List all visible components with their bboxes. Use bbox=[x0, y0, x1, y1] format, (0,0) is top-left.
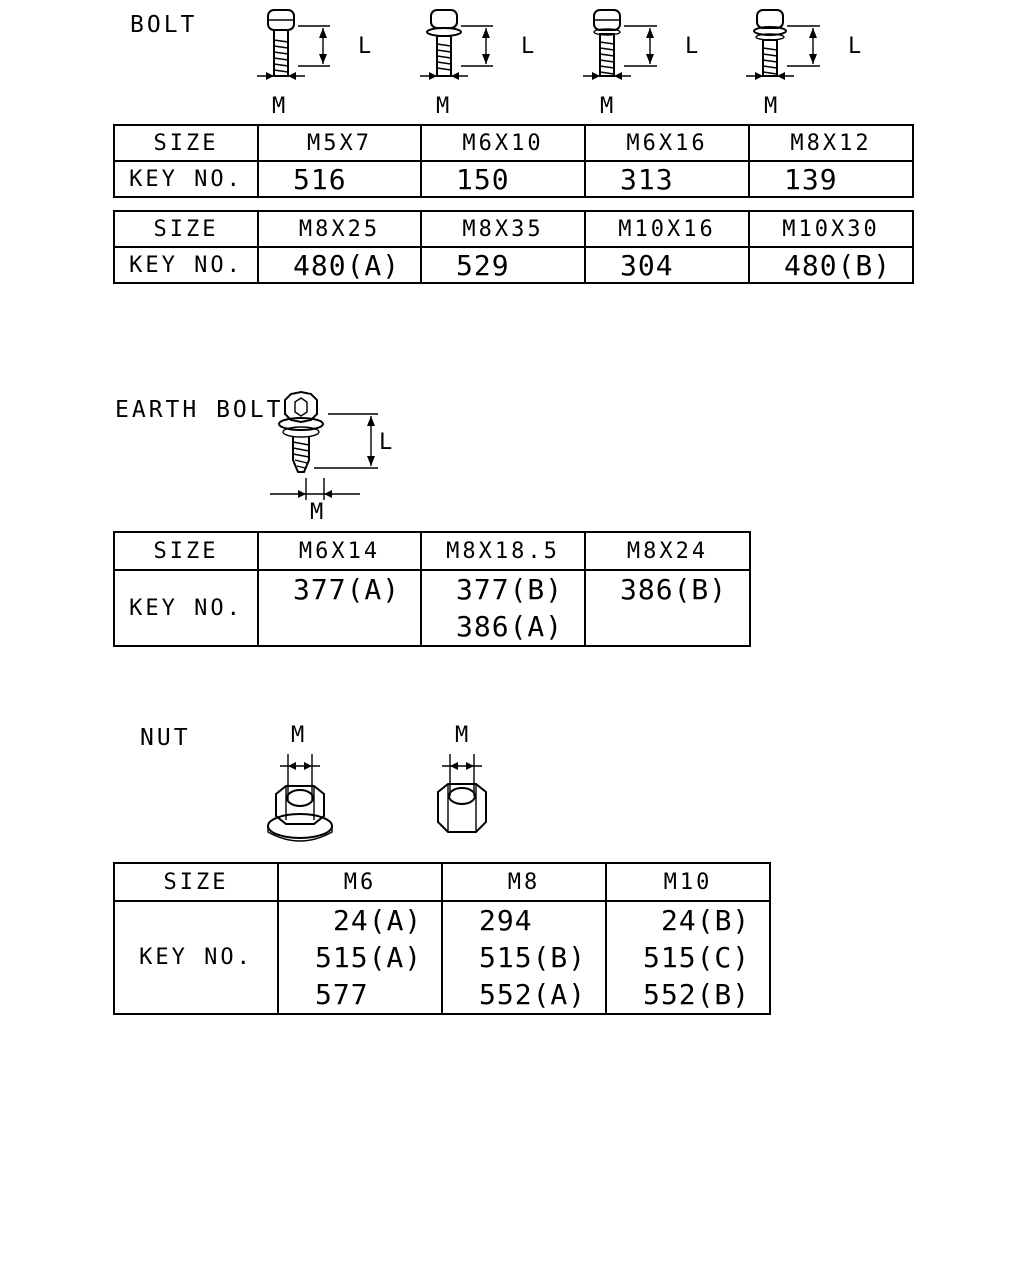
size-header: SIZE bbox=[114, 863, 278, 901]
key-no-cell: 304 bbox=[585, 247, 749, 283]
key-no-header: KEY NO. bbox=[114, 247, 258, 283]
key-no-cell bbox=[278, 901, 442, 1014]
bolt-size-table-1 bbox=[113, 124, 914, 198]
key-no-cell bbox=[258, 570, 421, 646]
key-no-cell bbox=[606, 901, 770, 1014]
hex-nut-drawing bbox=[428, 750, 508, 846]
nut-size-table bbox=[113, 862, 771, 1015]
size-cell: M10X16 bbox=[585, 211, 749, 247]
key-no-value: 386(B) bbox=[620, 573, 728, 606]
bolt-4-length-label: L bbox=[848, 34, 862, 59]
bolt-drawing-4 bbox=[745, 6, 865, 86]
bolt-drawing-1 bbox=[255, 6, 375, 86]
key-no-cell: 313 bbox=[585, 161, 749, 197]
key-no-cell bbox=[442, 901, 606, 1014]
size-cell: M8X12 bbox=[749, 125, 913, 161]
bolt-4-diameter-label: M bbox=[764, 94, 778, 119]
size-cell: M8X35 bbox=[421, 211, 585, 247]
bolt-title: BOLT bbox=[130, 12, 198, 38]
bolt-3-diameter-label: M bbox=[600, 94, 614, 119]
nut-1-diameter-label: M bbox=[291, 723, 305, 748]
nut-2-diameter-label: M bbox=[455, 723, 469, 748]
key-no-value: 386(A) bbox=[456, 610, 564, 643]
key-no-header: KEY NO. bbox=[114, 570, 258, 646]
bolt-2-diameter-label: M bbox=[436, 94, 450, 119]
key-no-value: 24(B) bbox=[661, 904, 751, 937]
bolt-1-length-label: L bbox=[358, 34, 372, 59]
key-no-header: KEY NO. bbox=[114, 901, 278, 1014]
key-no-value: 294 bbox=[479, 904, 533, 937]
size-cell: M10 bbox=[606, 863, 770, 901]
bolt-size-table-2 bbox=[113, 210, 914, 284]
size-cell: M6X14 bbox=[258, 532, 421, 570]
size-cell: M5X7 bbox=[258, 125, 421, 161]
key-no-value: 377(A) bbox=[293, 573, 401, 606]
key-no-cell: 139 bbox=[749, 161, 913, 197]
key-no-cell bbox=[421, 570, 585, 646]
earth-bolt-length-label: L bbox=[379, 430, 393, 455]
size-cell: M10X30 bbox=[749, 211, 913, 247]
key-no-cell: 150 bbox=[421, 161, 585, 197]
key-no-value: 577 bbox=[315, 978, 369, 1011]
size-header: SIZE bbox=[114, 532, 258, 570]
size-cell: M8 bbox=[442, 863, 606, 901]
key-no-value: 552(A) bbox=[479, 978, 587, 1011]
key-no-cell: 480(B) bbox=[749, 247, 913, 283]
key-no-value: 377(B) bbox=[456, 573, 564, 606]
key-no-cell: 516 bbox=[258, 161, 421, 197]
size-cell: M8X24 bbox=[585, 532, 750, 570]
key-no-cell: 480(A) bbox=[258, 247, 421, 283]
table-row bbox=[114, 901, 770, 1014]
size-header: SIZE bbox=[114, 125, 258, 161]
table-row bbox=[114, 863, 770, 901]
key-no-value: 515(B) bbox=[479, 941, 587, 974]
bolt-2-length-label: L bbox=[521, 34, 535, 59]
table-row bbox=[114, 125, 913, 161]
table-row bbox=[114, 161, 913, 197]
earth-bolt-drawing bbox=[268, 388, 388, 503]
size-cell: M6X10 bbox=[421, 125, 585, 161]
size-cell: M6 bbox=[278, 863, 442, 901]
size-cell: M8X18.5 bbox=[421, 532, 585, 570]
key-no-value: 552(B) bbox=[643, 978, 751, 1011]
table-row bbox=[114, 247, 913, 283]
table-row bbox=[114, 532, 750, 570]
bolt-drawing-2 bbox=[418, 6, 538, 86]
table-row bbox=[114, 570, 750, 646]
size-header: SIZE bbox=[114, 211, 258, 247]
key-no-cell: 529 bbox=[421, 247, 585, 283]
nut-title: NUT bbox=[140, 725, 191, 751]
bolt-1-diameter-label: M bbox=[272, 94, 286, 119]
earth-bolt-title: EARTH BOLT bbox=[115, 397, 284, 423]
earth-bolt-diameter-label: M bbox=[310, 500, 324, 525]
flange-nut-drawing bbox=[262, 750, 342, 846]
key-no-value: 515(C) bbox=[643, 941, 751, 974]
bolt-drawing-3 bbox=[582, 6, 702, 86]
bolt-3-length-label: L bbox=[685, 34, 699, 59]
size-cell: M6X16 bbox=[585, 125, 749, 161]
key-no-value: 24(A) bbox=[333, 904, 423, 937]
key-no-cell bbox=[585, 570, 750, 646]
table-row bbox=[114, 211, 913, 247]
key-no-header: KEY NO. bbox=[114, 161, 258, 197]
size-cell: M8X25 bbox=[258, 211, 421, 247]
key-no-value: 515(A) bbox=[315, 941, 423, 974]
earth-bolt-size-table bbox=[113, 531, 751, 647]
